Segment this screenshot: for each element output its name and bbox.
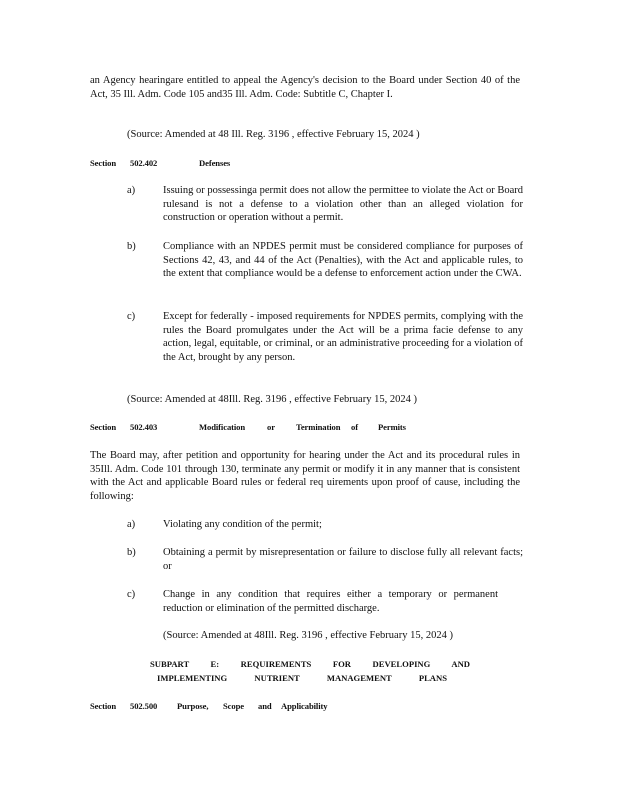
item-text: Issuing or possessinga permit does not allow the permittee to violate the Act or Board rulesand is not a defense to a violation other than an alleged violation for construction or operation without a permit. <box>163 185 523 224</box>
section-paragraph: The Board may, after petition and opportunity for hearing under the Act and its procedural rules in 35Ill. Adm. Code 101 through 130, terminate any permit or modify it in any manner that is consistent with the Act and applicable Board rules or federal req uirements upon proof of cause, including the following: <box>90 450 520 502</box>
section-heading <box>90 157 231 171</box>
item-text: Except for federally - imposed requirements for NPDES permits, complying with the rules the Board promulgates under the Act will be a prima facie defense to any action, legal, equitable, or criminal, or an administrative proceeding for a violation of the Act, brought by any person. <box>163 311 523 363</box>
source-note: (Source: Amended at 48 Ill. Reg. 3196 , effective February 15, 2024 ) <box>127 129 420 140</box>
item-marker: b) <box>127 547 136 558</box>
source-note: (Source: Amended at 48Ill. Reg. 3196 , effective February 15, 2024 ) <box>127 394 417 405</box>
subpart-heading-line: SUBPART E: REQUIREMENTS FOR DEVELOPING AND <box>150 659 470 669</box>
intro-paragraph: an Agency hearingare entitled to appeal the Agency's decision to the Board under Section 40 of the Act, 35 Ill. Adm. Code 105 and35 Ill. Adm. Code: Subtitle C, Chapter I. <box>90 75 520 100</box>
section-heading <box>90 700 328 714</box>
item-text: Change in any condition that requires either a temporary or permanent reduction or elimination of the permitted discharge. <box>163 589 498 614</box>
section-number: 502.500 <box>130 701 158 711</box>
item-text: Compliance with an NPDES permit must be considered compliance for purposes of Sections 42, 43, and 44 of the Act (Penalties), with the Act and applicable rules, to the extent that compliance would be a defense to enforcement action under the CWA. <box>163 241 523 280</box>
section-heading <box>90 421 406 435</box>
subpart-heading-line: IMPLEMENTING NUTRIENT MANAGEMENT PLANS <box>157 672 447 683</box>
section-label: Section <box>90 422 117 432</box>
section-label: Section <box>90 158 117 168</box>
item-text: Violating any condition of the permit; <box>163 519 322 530</box>
section-number: 502.403 <box>130 422 158 432</box>
item-text: Obtaining a permit by misrepresentation or failure to disclose fully all relevant facts; or <box>163 547 523 572</box>
section-title: Defenses <box>199 158 231 168</box>
subpart-heading <box>150 658 470 685</box>
section-title-word: Permits <box>378 422 406 432</box>
item-marker: b) <box>127 241 136 252</box>
item-marker: c) <box>127 589 136 600</box>
section-label: Section <box>90 701 117 711</box>
section-title-word: and <box>258 701 272 711</box>
section-title-word: of <box>351 422 358 432</box>
section-title-word: Purpose, <box>177 701 209 711</box>
section-title-word: or <box>267 422 275 432</box>
section-number: 502.402 <box>130 158 158 168</box>
section-title-word: Termination <box>296 422 341 432</box>
section-title-word: Modification <box>199 422 246 432</box>
item-marker: a) <box>127 519 136 530</box>
source-note: (Source: Amended at 48Ill. Reg. 3196 , effective February 15, 2024 ) <box>163 630 453 641</box>
item-marker: c) <box>127 311 136 322</box>
section-title-word: Applicability <box>281 701 328 711</box>
item-marker: a) <box>127 185 136 196</box>
section-title-word: Scope <box>223 701 244 711</box>
